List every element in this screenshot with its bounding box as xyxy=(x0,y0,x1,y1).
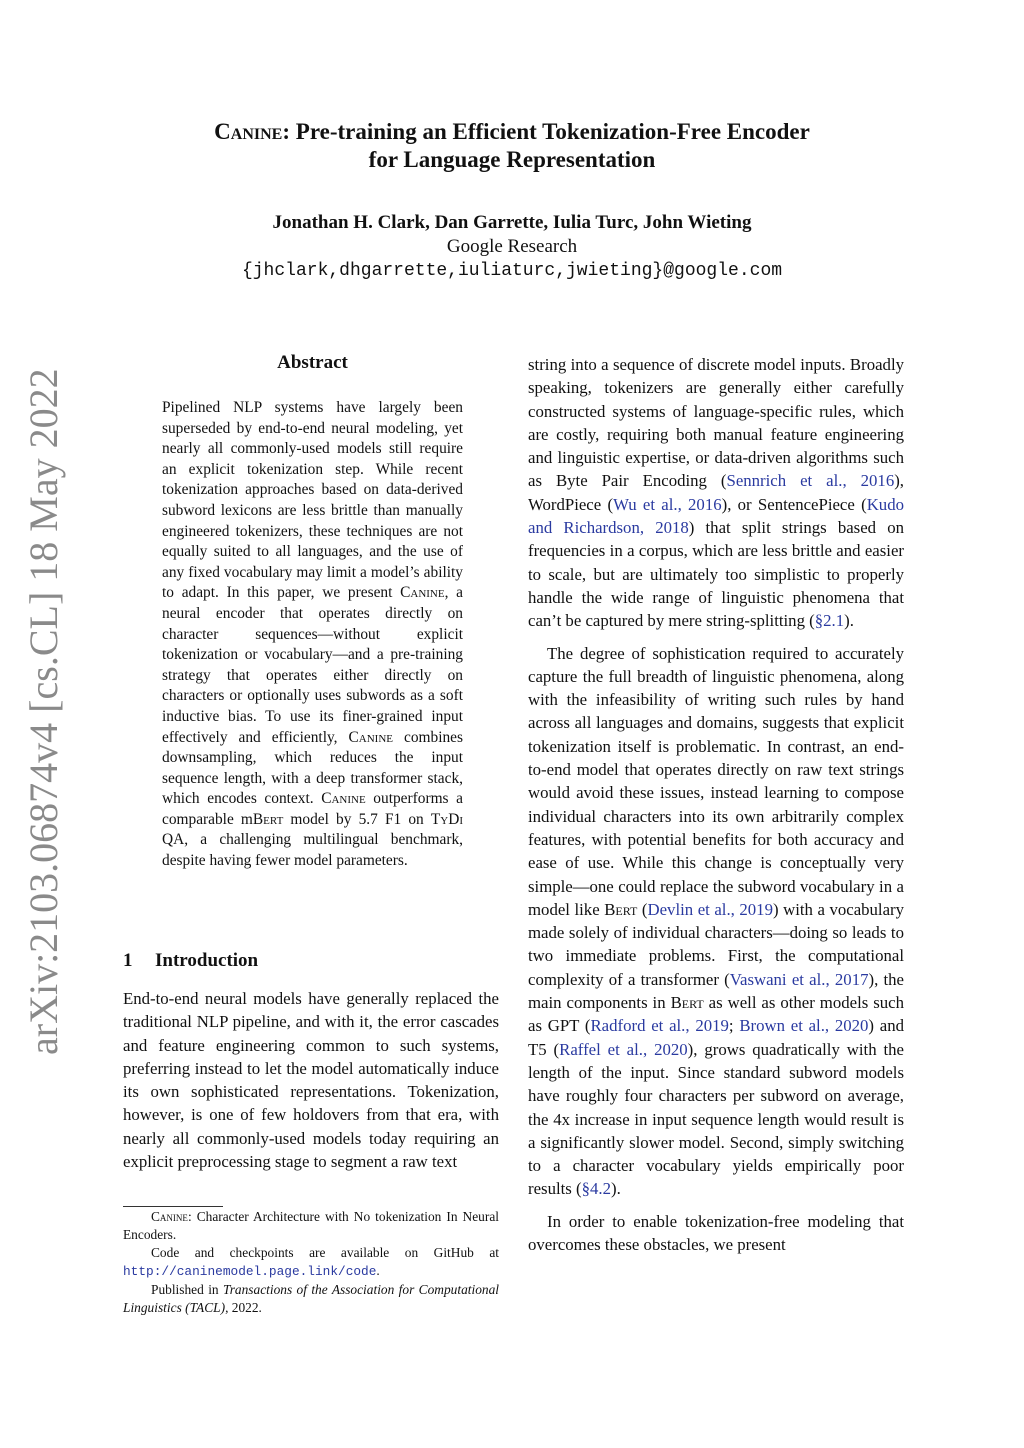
citation-link[interactable]: Wu et al., 2016 xyxy=(613,494,722,514)
footnote-venue: Published in Transactions of the Association for Computational Linguistics (TACL), 2022. xyxy=(123,1282,500,1315)
introduction-text: End-to-end neural models have generally replaced the traditional NLP pipeline, and with it, the error cascades and feature engineering common to such systems, preferring instead to let the model automatically induce its own sophisticated representations. Tokenization, however, is one of few holdovers from that era, with nearly all commonly-used models today requiring an explicit preprocessing stage to segment a raw text xyxy=(123,989,499,1172)
abstract-heading: Abstract xyxy=(277,352,348,373)
right-column xyxy=(528,353,904,1265)
footnote-divider xyxy=(123,1206,223,1207)
footnote-acronym: Canine: Character Architecture with No tokenization In Neural Encoders. xyxy=(123,1209,499,1242)
code-link[interactable]: http://caninemodel.page.link/code xyxy=(123,1264,377,1279)
abstract-text: Pipelined NLP systems have largely been superseded by end-to-end neural modeling, yet nearly all commonly-used models still require an explicit tokenization step. While recent tokenization approaches based on data-derived subword lexicons are less brittle than manually engineered tokenizers, these techniques are not equally suited to all languages, and the use of any fixed vocabulary may limit a model’s ability to adapt. In this paper, we present Canine, a neural encoder that operates directly on character sequences—without explicit tokenization or vocabulary—and a pre-training strategy that operates either directly on characters or optionally uses subwords as a soft inductive bias. To use its finer-grained input effectively and efficiently, Canine combines downsampling, which reduces the input sequence length, with a deep transformer stack, which encodes context. Canine outperforms a comparable mBert model by 5.7 F1 on TyDi QA, a challenging multilingual benchmark, despite having fewer model parameters. xyxy=(162,399,464,870)
citation-link[interactable]: Brown et al., 2020 xyxy=(739,1016,869,1036)
citation-link[interactable]: Devlin et al., 2019 xyxy=(647,899,773,919)
title-line-1: Canine: Pre-training an Efficient Tokenization-Free Encoder xyxy=(214,119,810,144)
author-block xyxy=(0,211,1024,283)
citation-link[interactable]: Vaswani et al., 2017 xyxy=(729,969,869,989)
arxiv-stamp: arXiv:2103.06874v4 [cs.CL] 18 May 2022 xyxy=(21,368,66,1055)
title-line-2: for Language Representation xyxy=(368,147,656,172)
section-ref-link[interactable]: §4.2 xyxy=(581,1179,611,1199)
footnote-code: Code and checkpoints are available on GitHub at http://caninemodel.page.link/code. xyxy=(123,1245,499,1279)
section-heading-introduction: 1 Introduction xyxy=(123,950,259,971)
citation-link[interactable]: Raffel et al., 2020 xyxy=(559,1039,688,1059)
right-paragraph-1: string into a sequence of discrete model inputs. Broadly speaking, tokenizers are generally either carefully constructed systems of language-specific rules, which are costly, requiring both manual feature engineering and linguistic expertise, or data-driven algorithms such as Byte Pair Encoding (Sennrich et al., 2016), WordPiece (Wu et al., 2016), or SentencePiece (Kudo and Richardson, 2018) that split strings based on frequencies in a corpus, which are less brittle and easier to scale, but are ultimately too simplistic to properly handle the wide range of linguistic phenomena that can’t be captured by mere string-splitting (§2.1). xyxy=(528,355,905,631)
citation-link[interactable]: Kudo and Richardson, 2018 xyxy=(528,494,904,538)
model-name: Canine xyxy=(214,119,283,144)
right-paragraph-2: The degree of sophistication required to accurately capture the full breadth of linguistic phenomena, along with the infeasibility of writing such rules by hand across all languages and domains, suggests that explicit tokenization itself is problematic. In contrast, an end-to-end model that operates directly on raw text strings would avoid these issues, instead learning to compose individual characters into its own arbitrarily complex features, with potential benefits for both accuracy and ease of use. While this change is conceptually very simple—one could replace the subword vocabulary in a model like Bert (Devlin et al., 2019) with a vocabulary made solely of individual characters—doing so leads to two immediate problems. First, the computational complexity of a transformer (Vaswani et al., 2017), the main components in Bert as well as other models such as GPT (Radford et al., 2019; Brown et al., 2020) and T5 (Raffel et al., 2020), grows quadratically with the length of the input. Since standard subword models have roughly four characters per subword on average, the 4x increase in input sequence length would result is a significantly slower model. Second, simply switching to a character vocabulary yields empirically poor results (§4.2). xyxy=(528,643,905,1199)
footnotes xyxy=(123,1208,499,1317)
author-names: Jonathan H. Clark, Dan Garrette, Iulia Turc, John Wieting xyxy=(272,212,752,233)
right-paragraph-3: In order to enable tokenization-free modeling that overcomes these obstacles, we present xyxy=(528,1211,904,1254)
section-ref-link[interactable]: §2.1 xyxy=(814,611,845,631)
paper-title xyxy=(0,118,1024,174)
affiliation: Google Research xyxy=(446,236,578,257)
citation-link[interactable]: Sennrich et al., 2016 xyxy=(726,471,895,491)
citation-link[interactable]: Radford et al., 2019 xyxy=(590,1016,729,1036)
author-emails: {jhclark,dhgarrette,iuliaturc,jwieting}@google.com xyxy=(241,261,783,281)
